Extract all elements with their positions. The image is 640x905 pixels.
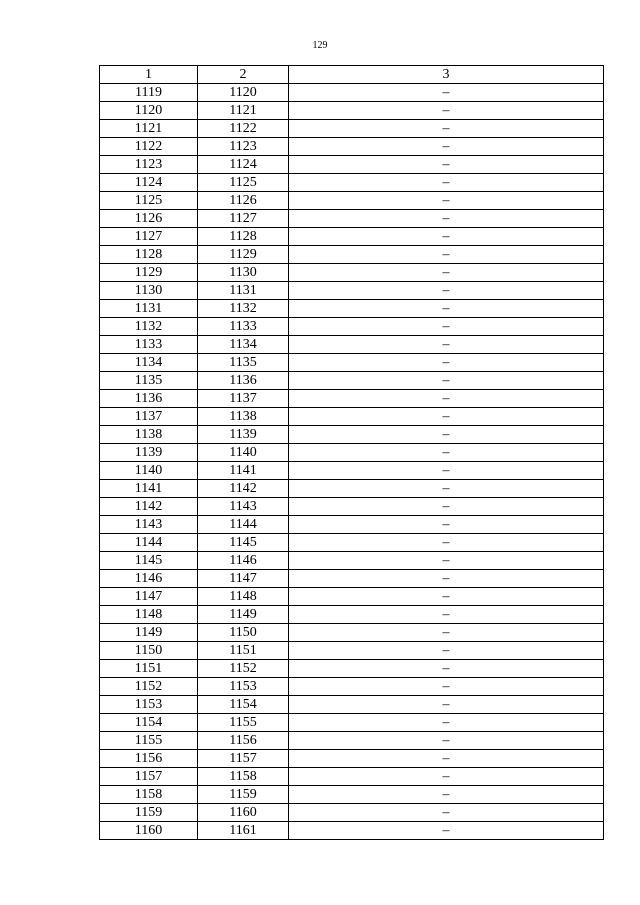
table-cell-col-3: – bbox=[289, 642, 604, 660]
table-cell-col-2: 1149 bbox=[198, 606, 289, 624]
table-cell-col-2: 1126 bbox=[198, 192, 289, 210]
table-cell-col-2: 1121 bbox=[198, 102, 289, 120]
table-cell-col-2: 1120 bbox=[198, 84, 289, 102]
table-cell-col-1: 1138 bbox=[100, 426, 198, 444]
table-row bbox=[100, 786, 604, 804]
table-row bbox=[100, 282, 604, 300]
table-cell-col-3: – bbox=[289, 804, 604, 822]
table-cell-col-2: 1128 bbox=[198, 228, 289, 246]
table-cell-col-1: 1150 bbox=[100, 642, 198, 660]
table-cell-col-1: 1124 bbox=[100, 174, 198, 192]
table-cell-col-2: 1145 bbox=[198, 534, 289, 552]
table-cell-col-2: 1125 bbox=[198, 174, 289, 192]
table-cell-col-1: 1123 bbox=[100, 156, 198, 174]
table-cell-col-2: 1155 bbox=[198, 714, 289, 732]
table-cell-col-1: 1136 bbox=[100, 390, 198, 408]
table-cell-col-2: 1130 bbox=[198, 264, 289, 282]
table-row bbox=[100, 174, 604, 192]
table-cell-col-2: 1133 bbox=[198, 318, 289, 336]
table-row bbox=[100, 390, 604, 408]
table-cell-col-3: – bbox=[289, 300, 604, 318]
table-row bbox=[100, 660, 604, 678]
table-cell-col-3: – bbox=[289, 390, 604, 408]
table-cell-col-3: – bbox=[289, 336, 604, 354]
table-cell-col-2: 1127 bbox=[198, 210, 289, 228]
table-cell-col-2: 1131 bbox=[198, 282, 289, 300]
table-row bbox=[100, 354, 604, 372]
table-cell-col-2: 1157 bbox=[198, 750, 289, 768]
page-number: 129 bbox=[312, 40, 328, 51]
table-cell-col-2: 1139 bbox=[198, 426, 289, 444]
table-cell-col-1: 1144 bbox=[100, 534, 198, 552]
table-cell-col-1: 1153 bbox=[100, 696, 198, 714]
table-cell-col-1: 1120 bbox=[100, 102, 198, 120]
table-cell-col-1: 1160 bbox=[100, 822, 198, 840]
table-cell-col-2: 1150 bbox=[198, 624, 289, 642]
table-cell-col-3: – bbox=[289, 588, 604, 606]
table-body bbox=[100, 84, 604, 840]
table-row bbox=[100, 822, 604, 840]
table-row bbox=[100, 210, 604, 228]
table-cell-col-1: 1128 bbox=[100, 246, 198, 264]
table-cell-col-2: 1161 bbox=[198, 822, 289, 840]
table-cell-col-3: – bbox=[289, 264, 604, 282]
table-cell-col-1: 1139 bbox=[100, 444, 198, 462]
table-cell-col-2: 1151 bbox=[198, 642, 289, 660]
table-cell-col-1: 1141 bbox=[100, 480, 198, 498]
table-cell-col-3: – bbox=[289, 444, 604, 462]
table-cell-col-2: 1137 bbox=[198, 390, 289, 408]
table-cell-col-1: 1158 bbox=[100, 786, 198, 804]
table-cell-col-1: 1130 bbox=[100, 282, 198, 300]
table-cell-col-2: 1136 bbox=[198, 372, 289, 390]
table-cell-col-1: 1135 bbox=[100, 372, 198, 390]
table-cell-col-2: 1132 bbox=[198, 300, 289, 318]
table-cell-col-2: 1134 bbox=[198, 336, 289, 354]
table-cell-col-1: 1133 bbox=[100, 336, 198, 354]
table-row bbox=[100, 102, 604, 120]
table-cell-col-1: 1145 bbox=[100, 552, 198, 570]
table-cell-col-2: 1135 bbox=[198, 354, 289, 372]
table-cell-col-1: 1122 bbox=[100, 138, 198, 156]
table-cell-col-1: 1156 bbox=[100, 750, 198, 768]
table-row bbox=[100, 516, 604, 534]
table-cell-col-3: – bbox=[289, 786, 604, 804]
table-cell-col-2: 1148 bbox=[198, 588, 289, 606]
table-cell-col-3: – bbox=[289, 768, 604, 786]
table-row bbox=[100, 336, 604, 354]
table-cell-col-1: 1140 bbox=[100, 462, 198, 480]
table-row bbox=[100, 156, 604, 174]
table-cell-col-2: 1147 bbox=[198, 570, 289, 588]
table-cell-col-1: 1125 bbox=[100, 192, 198, 210]
table-cell-col-1: 1148 bbox=[100, 606, 198, 624]
table-cell-col-2: 1122 bbox=[198, 120, 289, 138]
table-row bbox=[100, 444, 604, 462]
table-cell-col-2: 1158 bbox=[198, 768, 289, 786]
table-cell-col-3: – bbox=[289, 462, 604, 480]
table-cell-col-3: – bbox=[289, 606, 604, 624]
table-cell-col-1: 1127 bbox=[100, 228, 198, 246]
table-cell-col-2: 1146 bbox=[198, 552, 289, 570]
table-cell-col-1: 1154 bbox=[100, 714, 198, 732]
table-cell-col-1: 1121 bbox=[100, 120, 198, 138]
table-row bbox=[100, 192, 604, 210]
table-cell-col-3: – bbox=[289, 552, 604, 570]
table-cell-col-1: 1159 bbox=[100, 804, 198, 822]
table-cell-col-3: – bbox=[289, 732, 604, 750]
table-cell-col-2: 1159 bbox=[198, 786, 289, 804]
table-cell-col-3: – bbox=[289, 372, 604, 390]
table-cell-col-3: – bbox=[289, 318, 604, 336]
table-cell-col-3: – bbox=[289, 120, 604, 138]
table-cell-col-3: – bbox=[289, 246, 604, 264]
table-cell-col-3: – bbox=[289, 156, 604, 174]
table-row bbox=[100, 606, 604, 624]
data-table bbox=[99, 65, 604, 840]
table-cell-col-3: – bbox=[289, 480, 604, 498]
table-row bbox=[100, 750, 604, 768]
table-row bbox=[100, 462, 604, 480]
table-cell-col-3: – bbox=[289, 516, 604, 534]
table-cell-col-1: 1149 bbox=[100, 624, 198, 642]
table-cell-col-3: – bbox=[289, 174, 604, 192]
table-cell-col-3: – bbox=[289, 534, 604, 552]
table-cell-col-3: – bbox=[289, 84, 604, 102]
table-cell-col-1: 1152 bbox=[100, 678, 198, 696]
table-cell-col-1: 1146 bbox=[100, 570, 198, 588]
table-cell-col-3: – bbox=[289, 696, 604, 714]
table-row bbox=[100, 678, 604, 696]
table-cell-col-3: – bbox=[289, 228, 604, 246]
table-cell-col-2: 1129 bbox=[198, 246, 289, 264]
table-cell-col-1: 1143 bbox=[100, 516, 198, 534]
table-cell-col-3: – bbox=[289, 282, 604, 300]
table-cell-col-3: – bbox=[289, 426, 604, 444]
table-cell-col-3: – bbox=[289, 138, 604, 156]
table-cell-col-2: 1142 bbox=[198, 480, 289, 498]
table-row bbox=[100, 804, 604, 822]
table-cell-col-1: 1155 bbox=[100, 732, 198, 750]
table-row bbox=[100, 426, 604, 444]
table-cell-col-1: 1142 bbox=[100, 498, 198, 516]
table-row bbox=[100, 408, 604, 426]
table-cell-col-2: 1154 bbox=[198, 696, 289, 714]
column-header-2: 2 bbox=[198, 66, 289, 84]
table-cell-col-1: 1129 bbox=[100, 264, 198, 282]
table-row bbox=[100, 588, 604, 606]
table-cell-col-2: 1124 bbox=[198, 156, 289, 174]
table-cell-col-3: – bbox=[289, 660, 604, 678]
table-row bbox=[100, 120, 604, 138]
table-row bbox=[100, 732, 604, 750]
column-header-3: 3 bbox=[289, 66, 604, 84]
table-cell-col-3: – bbox=[289, 354, 604, 372]
table-row bbox=[100, 138, 604, 156]
table-cell-col-3: – bbox=[289, 750, 604, 768]
table-row bbox=[100, 84, 604, 102]
table-cell-col-2: 1152 bbox=[198, 660, 289, 678]
table-row bbox=[100, 246, 604, 264]
table-cell-col-1: 1157 bbox=[100, 768, 198, 786]
table-cell-col-3: – bbox=[289, 102, 604, 120]
table-cell-col-1: 1132 bbox=[100, 318, 198, 336]
table-cell-col-1: 1147 bbox=[100, 588, 198, 606]
table-row bbox=[100, 300, 604, 318]
table-header-row bbox=[100, 66, 604, 84]
table-cell-col-3: – bbox=[289, 408, 604, 426]
table-cell-col-1: 1119 bbox=[100, 84, 198, 102]
table-cell-col-2: 1141 bbox=[198, 462, 289, 480]
table-row bbox=[100, 534, 604, 552]
table-cell-col-1: 1137 bbox=[100, 408, 198, 426]
table-row bbox=[100, 372, 604, 390]
table-cell-col-3: – bbox=[289, 714, 604, 732]
table-cell-col-3: – bbox=[289, 498, 604, 516]
table-row bbox=[100, 552, 604, 570]
table-cell-col-2: 1140 bbox=[198, 444, 289, 462]
table-row bbox=[100, 714, 604, 732]
table-row bbox=[100, 624, 604, 642]
table-row bbox=[100, 264, 604, 282]
table-cell-col-3: – bbox=[289, 570, 604, 588]
table-cell-col-1: 1134 bbox=[100, 354, 198, 372]
column-header-1: 1 bbox=[100, 66, 198, 84]
table-cell-col-1: 1151 bbox=[100, 660, 198, 678]
table-cell-col-3: – bbox=[289, 210, 604, 228]
table-cell-col-1: 1131 bbox=[100, 300, 198, 318]
table-row bbox=[100, 768, 604, 786]
table-cell-col-1: 1126 bbox=[100, 210, 198, 228]
table-cell-col-3: – bbox=[289, 678, 604, 696]
table-cell-col-2: 1138 bbox=[198, 408, 289, 426]
table-header bbox=[100, 66, 604, 84]
table-row bbox=[100, 570, 604, 588]
table-row bbox=[100, 498, 604, 516]
table-row bbox=[100, 228, 604, 246]
table-cell-col-3: – bbox=[289, 822, 604, 840]
table-row bbox=[100, 318, 604, 336]
table-row bbox=[100, 480, 604, 498]
table-cell-col-2: 1153 bbox=[198, 678, 289, 696]
table-cell-col-3: – bbox=[289, 624, 604, 642]
table-cell-col-2: 1123 bbox=[198, 138, 289, 156]
table-row bbox=[100, 642, 604, 660]
table-row bbox=[100, 696, 604, 714]
table-cell-col-2: 1144 bbox=[198, 516, 289, 534]
table-cell-col-3: – bbox=[289, 192, 604, 210]
table-cell-col-2: 1156 bbox=[198, 732, 289, 750]
table-cell-col-2: 1160 bbox=[198, 804, 289, 822]
table-cell-col-2: 1143 bbox=[198, 498, 289, 516]
